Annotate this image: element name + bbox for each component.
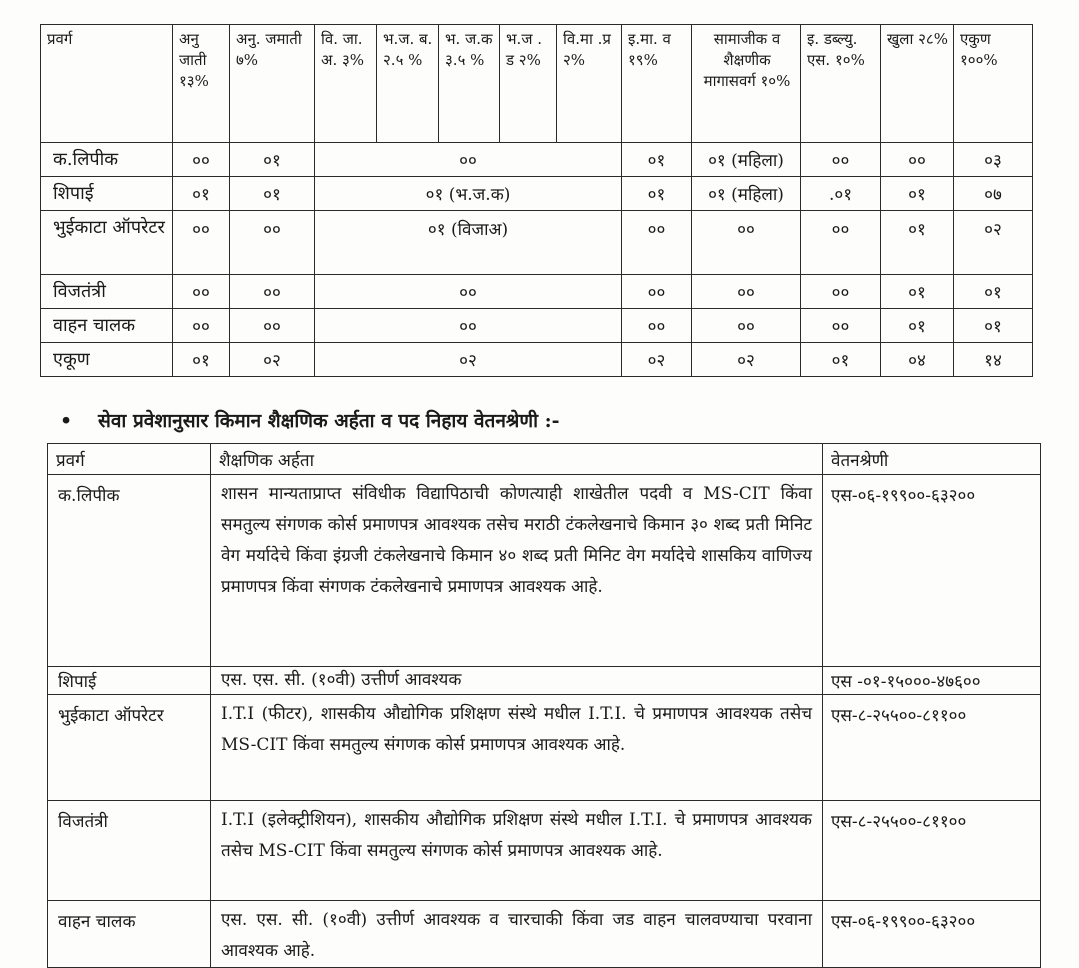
cell-st: ०० (230, 275, 315, 309)
header-category: प्रवर्ग (48, 444, 211, 475)
header-st: अनु. जमाती ७% (230, 25, 315, 143)
header-sebc: सामाजीक व शैक्षणीक मागासवर्ग १०% (692, 25, 801, 143)
table-row (41, 309, 1033, 343)
row-category: वाहन चालक (41, 309, 173, 343)
cell-ews: ०१ (801, 343, 881, 377)
header-sc: अनु जाती १३% (173, 25, 230, 143)
cell-obc: ०० (622, 211, 692, 275)
table-row (48, 801, 1041, 901)
section-heading (60, 407, 560, 433)
table-row (41, 275, 1033, 309)
header-vja: वि. जा. अ. ३% (315, 25, 377, 143)
row-category: शिपाई (41, 177, 173, 211)
cell-sebc: ०० (692, 309, 801, 343)
cell-total: ०७ (954, 177, 1033, 211)
header-pay-scale: वेतनश्रेणी (823, 444, 1041, 475)
cell-st: ०२ (230, 343, 315, 377)
bullet-icon: • (60, 410, 73, 432)
cell-qualification: शासन मान्यताप्राप्त संविधीक विद्यापिठाची कोणत्याही शाखेतील पदवी व MS-CIT किंवा समतुल्य संगणक कोर्स प्रमाणपत्र आवश्यक तसेच मराठी टंकलेखनाचे किमान ३० शब्द प्रती मिनिट वेग मर्यादेचे किंवा इंग्रजी टंकलेखनाचे किमान ४० शब्द प्रती मिनिट वेग मर्यादेचे शासकिय वाणिज्य प्रमाणपत्र किंवा संगणक टंकलेखनाचे प्रमाणपत्र आवश्यक आहे. (211, 475, 823, 667)
cell-ews: .०१ (801, 177, 881, 211)
cell-qualification: I.T.I (इलेक्ट्रीशियन), शासकीय औद्योगिक प्रशिक्षण संस्थे मधील I.T.I. चे प्रमाणपत्र आवश्यक तसेच MS-CIT किंवा समतुल्य संगणक कोर्स प्रमाणपत्र आवश्यक आहे. (211, 801, 823, 901)
cell-sebc: ०० (692, 211, 801, 275)
cell-open: ०१ (881, 275, 954, 309)
row-category: क.लिपीक (48, 475, 211, 667)
cell-sc: ०० (173, 309, 230, 343)
table-row (48, 475, 1041, 667)
cell-open: ०१ (881, 211, 954, 275)
cell-obc: ०० (622, 309, 692, 343)
cell-open: ०१ (881, 177, 954, 211)
cell-ews: ०० (801, 211, 881, 275)
cell-st: ०० (230, 309, 315, 343)
row-category: वाहन चालक (48, 901, 211, 968)
cell-total: ०२ (954, 211, 1033, 275)
reservation-table (40, 24, 1033, 377)
cell-st: ०१ (230, 177, 315, 211)
cell-merged: ०० (315, 143, 622, 177)
table-row (48, 901, 1041, 968)
table-row (41, 143, 1033, 177)
header-ews: इ. डब्ल्यु. एस. १०% (801, 25, 881, 143)
header-total: एकुण १००% (954, 25, 1033, 143)
cell-sc: ०१ (173, 177, 230, 211)
table-row (41, 211, 1033, 275)
cell-obc: ०१ (622, 177, 692, 211)
cell-st: ०१ (230, 143, 315, 177)
cell-ews: ०० (801, 309, 881, 343)
cell-open: ०१ (881, 309, 954, 343)
cell-total: ०१ (954, 275, 1033, 309)
cell-qualification: I.T.I (फीटर), शासकीय औद्योगिक प्रशिक्षण संस्थे मधील I.T.I. चे प्रमाणपत्र आवश्यक तसेच MS-CIT किंवा समतुल्य संगणक कोर्स प्रमाणपत्र आवश्यक आहे. (211, 695, 823, 801)
cell-ews: ०० (801, 275, 881, 309)
cell-st: ०० (230, 211, 315, 275)
table-row (48, 695, 1041, 801)
row-category: भुईकाटा ऑपरेटर (41, 211, 173, 275)
cell-merged: ०१ (विजाअ) (315, 211, 622, 275)
cell-pay-scale: एस-०६-१९९००-६३२०० (823, 475, 1041, 667)
cell-merged: ०० (315, 309, 622, 343)
cell-sc: ०० (173, 275, 230, 309)
cell-obc: ०० (622, 275, 692, 309)
cell-merged: ०० (315, 275, 622, 309)
cell-merged: ०२ (315, 343, 622, 377)
header-obc: इ.मा. व १९% (622, 25, 692, 143)
row-category: विजतंत्री (48, 801, 211, 901)
cell-sebc: ०२ (692, 343, 801, 377)
cell-pay-scale: एस -०१-१५०००-४७६०० (823, 667, 1041, 695)
header-ntc: भ. ज.क ३.५ % (439, 25, 500, 143)
row-category: विजतंत्री (41, 275, 173, 309)
table-row (48, 667, 1041, 695)
cell-sebc: ०१ (महिला) (692, 177, 801, 211)
total-row (41, 343, 1033, 377)
cell-obc: ०२ (622, 343, 692, 377)
row-category: भुईकाटा ऑपरेटर (48, 695, 211, 801)
table-row (41, 177, 1033, 211)
cell-open: ०० (881, 143, 954, 177)
cell-total: ०१ (954, 309, 1033, 343)
header-row (48, 444, 1041, 475)
header-row (41, 25, 1033, 143)
cell-ews: ०० (801, 143, 881, 177)
cell-total: १४ (954, 343, 1033, 377)
cell-qualification: एस. एस. सी. (१०वी) उत्तीर्ण आवश्यक (211, 667, 823, 695)
cell-total: ०३ (954, 143, 1033, 177)
header-open: खुला २८% (881, 25, 954, 143)
cell-sc: ०० (173, 143, 230, 177)
cell-merged: ०१ (भ.ज.क) (315, 177, 622, 211)
header-ntd: भ.ज . ड २% (500, 25, 557, 143)
cell-open: ०४ (881, 343, 954, 377)
cell-pay-scale: एस-८-२५५००-८११०० (823, 695, 1041, 801)
row-category: क.लिपीक (41, 143, 173, 177)
header-qualification: शैक्षणिक अर्हता (211, 444, 823, 475)
header-category: प्रवर्ग (41, 25, 173, 143)
row-category: एकूण (41, 343, 173, 377)
cell-sc: ०० (173, 211, 230, 275)
cell-pay-scale: एस-८-२५५००-८११०० (823, 801, 1041, 901)
cell-sc: ०१ (173, 343, 230, 377)
header-sbc: वि.मा .प्र २% (557, 25, 622, 143)
cell-pay-scale: एस-०६-१९९००-६३२०० (823, 901, 1041, 968)
row-category: शिपाई (48, 667, 211, 695)
qualification-table (47, 443, 1041, 968)
cell-qualification: एस. एस. सी. (१०वी) उत्तीर्ण आवश्यक व चारचाकी किंवा जड वाहन चालवण्याचा परवाना आवश्यक आहे. (211, 901, 823, 968)
header-ntb: भ.ज. ब. २.५ % (377, 25, 439, 143)
cell-sebc: ०१ (महिला) (692, 143, 801, 177)
cell-sebc: ०० (692, 275, 801, 309)
section-heading-text: सेवा प्रवेशानुसार किमान शैक्षणिक अर्हता व पद निहाय वेतनश्रेणी :- (98, 410, 560, 432)
cell-obc: ०१ (622, 143, 692, 177)
